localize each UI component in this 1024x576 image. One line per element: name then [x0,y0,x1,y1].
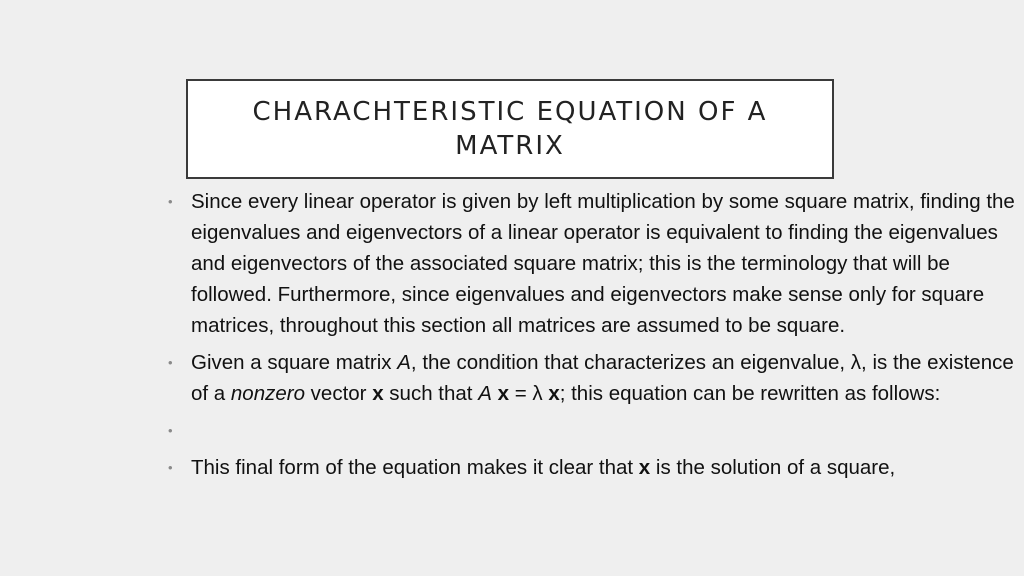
bullet-item-4 [166,452,1016,483]
bullet-dot: • [168,355,173,370]
title-box [186,79,834,179]
bullet-text-part: = λ [509,382,549,405]
bullet-text-part: ; this equation can be rewritten as follows: [559,382,941,405]
bullet-text-part: , the condition that characterizes an eigenvalue, λ, is the existence of a [191,351,1014,405]
matrix-symbol-a: A [397,351,411,374]
bullet-text: Since every linear operator is given by left multiplication by some square matrix, finding the eigenvalues and eigenvectors of a linear operator is equivalent to finding the eigenvalues and eigenvectors of the associated square matrix; this is the terminology that will be followed. Furthermore, since eigenvalues and eigenvectors make sense only for square matrices, throughout this section all matrices are assumed to be square. [191,190,1015,337]
bullet-list [166,186,1016,489]
bullet-text-part: such that [383,382,479,405]
nonzero-emphasis: nonzero [230,382,305,405]
vector-symbol-x: x [372,382,384,405]
matrix-symbol-a: A [478,382,492,405]
vector-symbol-x: x [548,382,560,405]
bullet-item-1 [166,186,1016,341]
bullet-item-3-empty [166,415,1016,446]
bullet-item-2 [166,347,1016,409]
bullet-dot: • [168,460,173,475]
bullet-text-part: This final form of the equation makes it clear that [191,456,639,479]
bullet-dot: • [168,194,173,209]
vector-symbol-x: x [638,456,651,479]
bullet-text-part: Given a square matrix [191,351,398,374]
bullet-text-part: vector [304,382,373,405]
slide-title: CHARACHTERISTIC EQUATION OF A MATRIX [252,97,768,161]
bullet-dot: • [168,423,173,438]
bullet-text-part: is the solution of a square, [650,456,896,479]
vector-symbol-x: x [497,382,509,405]
